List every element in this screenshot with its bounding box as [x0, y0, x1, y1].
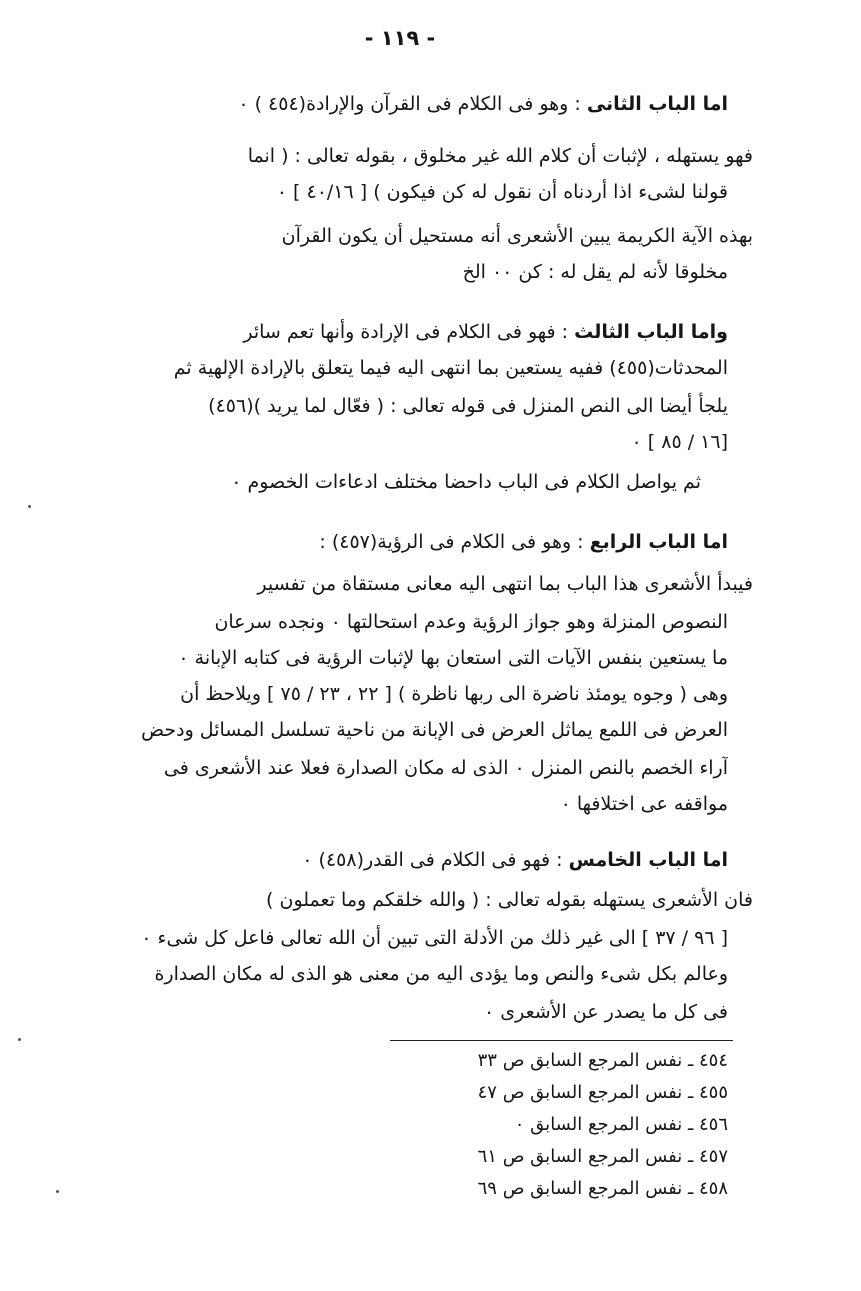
text-line: اما الباب الثانى : وهو فى الكلام فى القرآن والإرادة(٤٥٤ ) ٠ — [238, 93, 728, 115]
text-line: المحدثات(٤٥٥) ففيه يستعين بما انتهى اليه فيما يتعلق بالإرادة الإلهية ثم — [173, 357, 728, 379]
text-line: فهو يستهله ، لإثبات أن كلام الله غير مخلوق ، بقوله تعالى : ( انما — [247, 145, 753, 167]
chapter-heading: واما الباب الثالث — [574, 321, 728, 343]
text-line: يلجأ أيضا الى النص المنزل فى قوله تعالى : ( فعّال لما يريد )(٤٥٦) — [208, 395, 728, 417]
text-line: ثم يواصل الكلام فى الباب داحضا مختلف ادعاءات الخصوم ٠ — [231, 471, 701, 493]
text-line: اما الباب الخامس : فهو فى الكلام فى القدر(٤٥٨) ٠ — [302, 849, 728, 871]
footnote-separator — [390, 1040, 733, 1041]
text-line: [١٦ / ٨٥ ] ٠ — [631, 431, 728, 453]
footnote: ٤٥٥ ـ نفس المرجع السابق ص ٤٧ — [477, 1082, 728, 1103]
text-line: [ ٩٦ / ٣٧ ] الى غير ذلك من الأدلة التى تبين أن الله تعالى فاعل كل شىء ٠ — [141, 927, 728, 949]
text-line: بهذه الآية الكريمة يبين الأشعرى أنه مستحيل أن يكون القرآن — [281, 225, 753, 247]
text-line: واما الباب الثالث : فهو فى الكلام فى الإرادة وأنها تعم سائر — [243, 321, 728, 343]
text-line: آراء الخصم بالنص المنزل ٠ الذى له مكان الصدارة فعلا عند الأشعرى فى — [163, 757, 728, 779]
chapter-heading: اما الباب الخامس — [568, 849, 728, 871]
text-line: وهى ( وجوه يومئذ ناضرة الى ربها ناظرة ) [ ٢٢ ، ٢٣ / ٧٥ ] ويلاحظ أن — [180, 683, 728, 705]
scan-speck — [28, 505, 31, 508]
footnote: ٤٥٤ ـ نفس المرجع السابق ص ٣٣ — [477, 1050, 728, 1071]
page-number: - ١١٩ - — [364, 26, 436, 50]
chapter-heading: اما الباب الرابع — [589, 531, 728, 553]
text-line: فان الأشعرى يستهله بقوله تعالى : ( والله خلقكم وما تعملون ) — [266, 889, 753, 911]
chapter-heading: اما الباب الثانى — [586, 93, 728, 115]
text-line: العرض فى اللمع يماثل العرض فى الإبانة من ناحية تسلسل المسائل ودحض — [141, 719, 728, 741]
footnote: ٤٥٦ ـ نفس المرجع السابق ٠ — [514, 1114, 728, 1135]
text-line: اما الباب الرابع : وهو فى الكلام فى الرؤية(٤٥٧) : — [319, 531, 728, 553]
text-line: فيبدأ الأشعرى هذا الباب بما انتهى اليه معانى مستقاة من تفسير — [257, 573, 753, 595]
text-line: فى كل ما يصدر عن الأشعرى ٠ — [483, 1001, 728, 1023]
text-line: النصوص المنزلة وهو جواز الرؤية وعدم استحالتها ٠ ونجده سرعان — [214, 611, 728, 633]
text-line: ما يستعين بنفس الآيات التى استعان بها لإثبات الرؤية فى كتابه الإبانة ٠ — [178, 647, 728, 669]
footnote: ٤٥٨ ـ نفس المرجع السابق ص ٦٩ — [477, 1178, 728, 1199]
scan-speck — [18, 1038, 21, 1041]
text-line: قولنا لشىء اذا أردناه أن نقول له كن فيكون ) [ ٤٠/١٦ ] ٠ — [276, 181, 728, 203]
text-line: مواقفه عى اختلافها ٠ — [560, 793, 728, 815]
text-line: وعالم بكل شىء والنص وما يؤدى اليه من معنى هو الذى له مكان الصدارة — [154, 963, 728, 985]
text-line: مخلوقا لأنه لم يقل له : كن ٠٠ الخ — [462, 261, 728, 283]
footnote: ٤٥٧ ـ نفس المرجع السابق ص ٦١ — [477, 1146, 728, 1167]
scan-speck — [56, 1190, 59, 1193]
